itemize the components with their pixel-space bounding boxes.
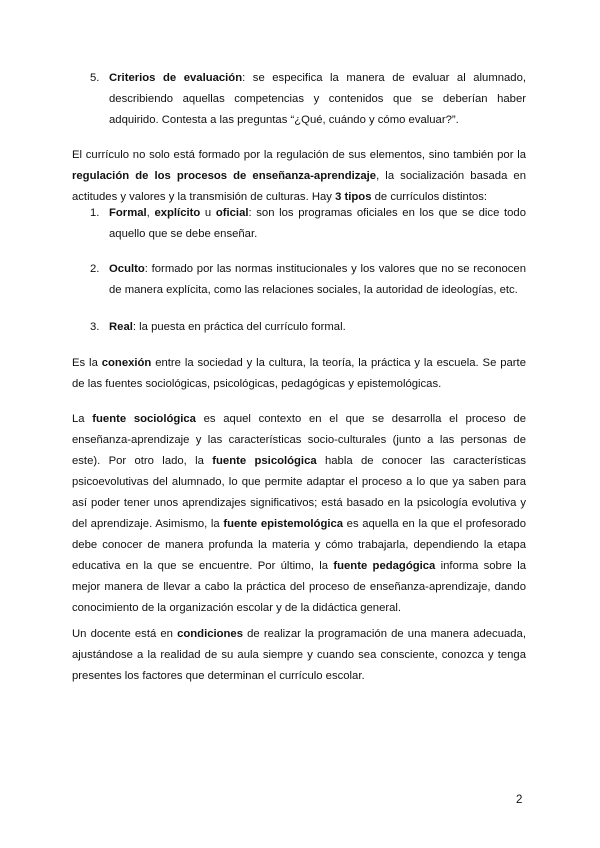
- bold-run: fuente pedagógica: [333, 560, 436, 572]
- bold-run: fuente epistemológica: [223, 518, 344, 530]
- text-run: Es la: [72, 357, 102, 369]
- page-number: 2: [516, 794, 523, 806]
- list-item-criterios: [92, 68, 526, 131]
- list-item-oculto: [92, 259, 526, 301]
- bold-run: fuente psicológica: [212, 455, 317, 467]
- term-bold: Formal: [109, 207, 147, 219]
- paragraph-docente: [72, 624, 526, 687]
- bold-run: condiciones: [177, 628, 243, 640]
- text-run: de currículos distintos:: [371, 191, 488, 203]
- text-run: , la socialización basada en actitudes y valores y la transmisión de culturas. Hay: [72, 170, 526, 203]
- definition-text: : son los programas oficiales en los que se dice todo aquello que se debe enseñar.: [109, 207, 526, 240]
- list-number: 2.: [90, 263, 100, 275]
- list-number: 1.: [90, 207, 100, 219]
- text-run: Un docente está en: [72, 628, 178, 640]
- bold-run: fuente sociológica: [92, 413, 196, 425]
- bold-run: conexión: [101, 357, 152, 369]
- text-run: La: [72, 413, 93, 425]
- definition-text: : la puesta en práctica del currículo formal.: [132, 321, 346, 333]
- term-bold: Oculto: [109, 263, 145, 275]
- list-item-text: [92, 259, 526, 301]
- list-item-formal: [92, 203, 526, 245]
- paragraph-conexion: [72, 353, 526, 395]
- term-bold: Criterios de evaluación: [109, 72, 243, 84]
- bold-run: regulación de los procesos de enseñanza-aprendizaje: [72, 170, 377, 182]
- list-item-text: Formal, explícito u oficial: son los programas oficiales en los que se dice todo aquello que se debe enseñar.: [109, 207, 526, 240]
- definition-text: : formado por las normas institucionales y los valores que no se reconocen de manera explícita, como las relaciones sociales, la autoridad de ideologías, etc.: [109, 263, 526, 296]
- paragraph-fuentes: [72, 409, 526, 619]
- list-number: 5.: [90, 72, 100, 84]
- list-item-text: [92, 68, 526, 131]
- term-bold: explícito: [154, 207, 201, 219]
- text-run: es aquel contexto en el que se desarrolla el proceso de enseñanza-aprendizaje y las características socio-culturales (junto a las personas de este). Por otro lado, la: [72, 413, 526, 467]
- bold-run: 3 tipos: [335, 191, 372, 203]
- text-run: entre la sociedad y la cultura, la teoría, la práctica y la escuela. Se parte de las fuentes sociológicas, psicológicas, pedagógicas y epistemológicas.: [72, 357, 526, 390]
- text-run: informa sobre la mejor manera de llevar a cabo la práctica del proceso de enseñanza-aprendizaje, dando conocimiento de la organización escolar y de la didáctica general.: [72, 560, 526, 614]
- text-run: habla de conocer las características psicoevolutivas del alumnado, lo que permite adaptar el proceso a lo que ya saben para así poder tener unos aprendizajes significativos; está basado en la psicología evolutiva y del aprendizaje. Asimismo, la: [72, 455, 526, 530]
- list-number: 3.: [90, 321, 100, 333]
- term-bold: Real: [109, 321, 133, 333]
- text-run: El currículo no solo está formado por la regulación de sus elementos, sino también por la: [72, 149, 526, 161]
- definition-text: : se especifica la manera de evaluar al alumnado, describiendo aquellas competencias y contenidos que se deberían haber adquirido. Contesta a las preguntas “¿Qué, cuándo y cómo evaluar?”.: [109, 72, 526, 126]
- paragraph-curriculo: [72, 145, 526, 208]
- text-run: es aquella en la que el profesorado debe conocer de manera profunda la materia y cómo trabajarla, dependiendo la etapa educativa en la que se encuentre. Por último, la: [72, 518, 526, 572]
- list-item-text: [92, 317, 526, 338]
- text-run: de realizar la programación de una manera adecuada, ajustándose a la realidad de su aula siempre y cuando sea consciente, conozca y tenga presentes los factores que determinan el currículo escolar.: [72, 628, 526, 682]
- term-bold: oficial: [215, 207, 249, 219]
- list-item-real: [92, 317, 526, 338]
